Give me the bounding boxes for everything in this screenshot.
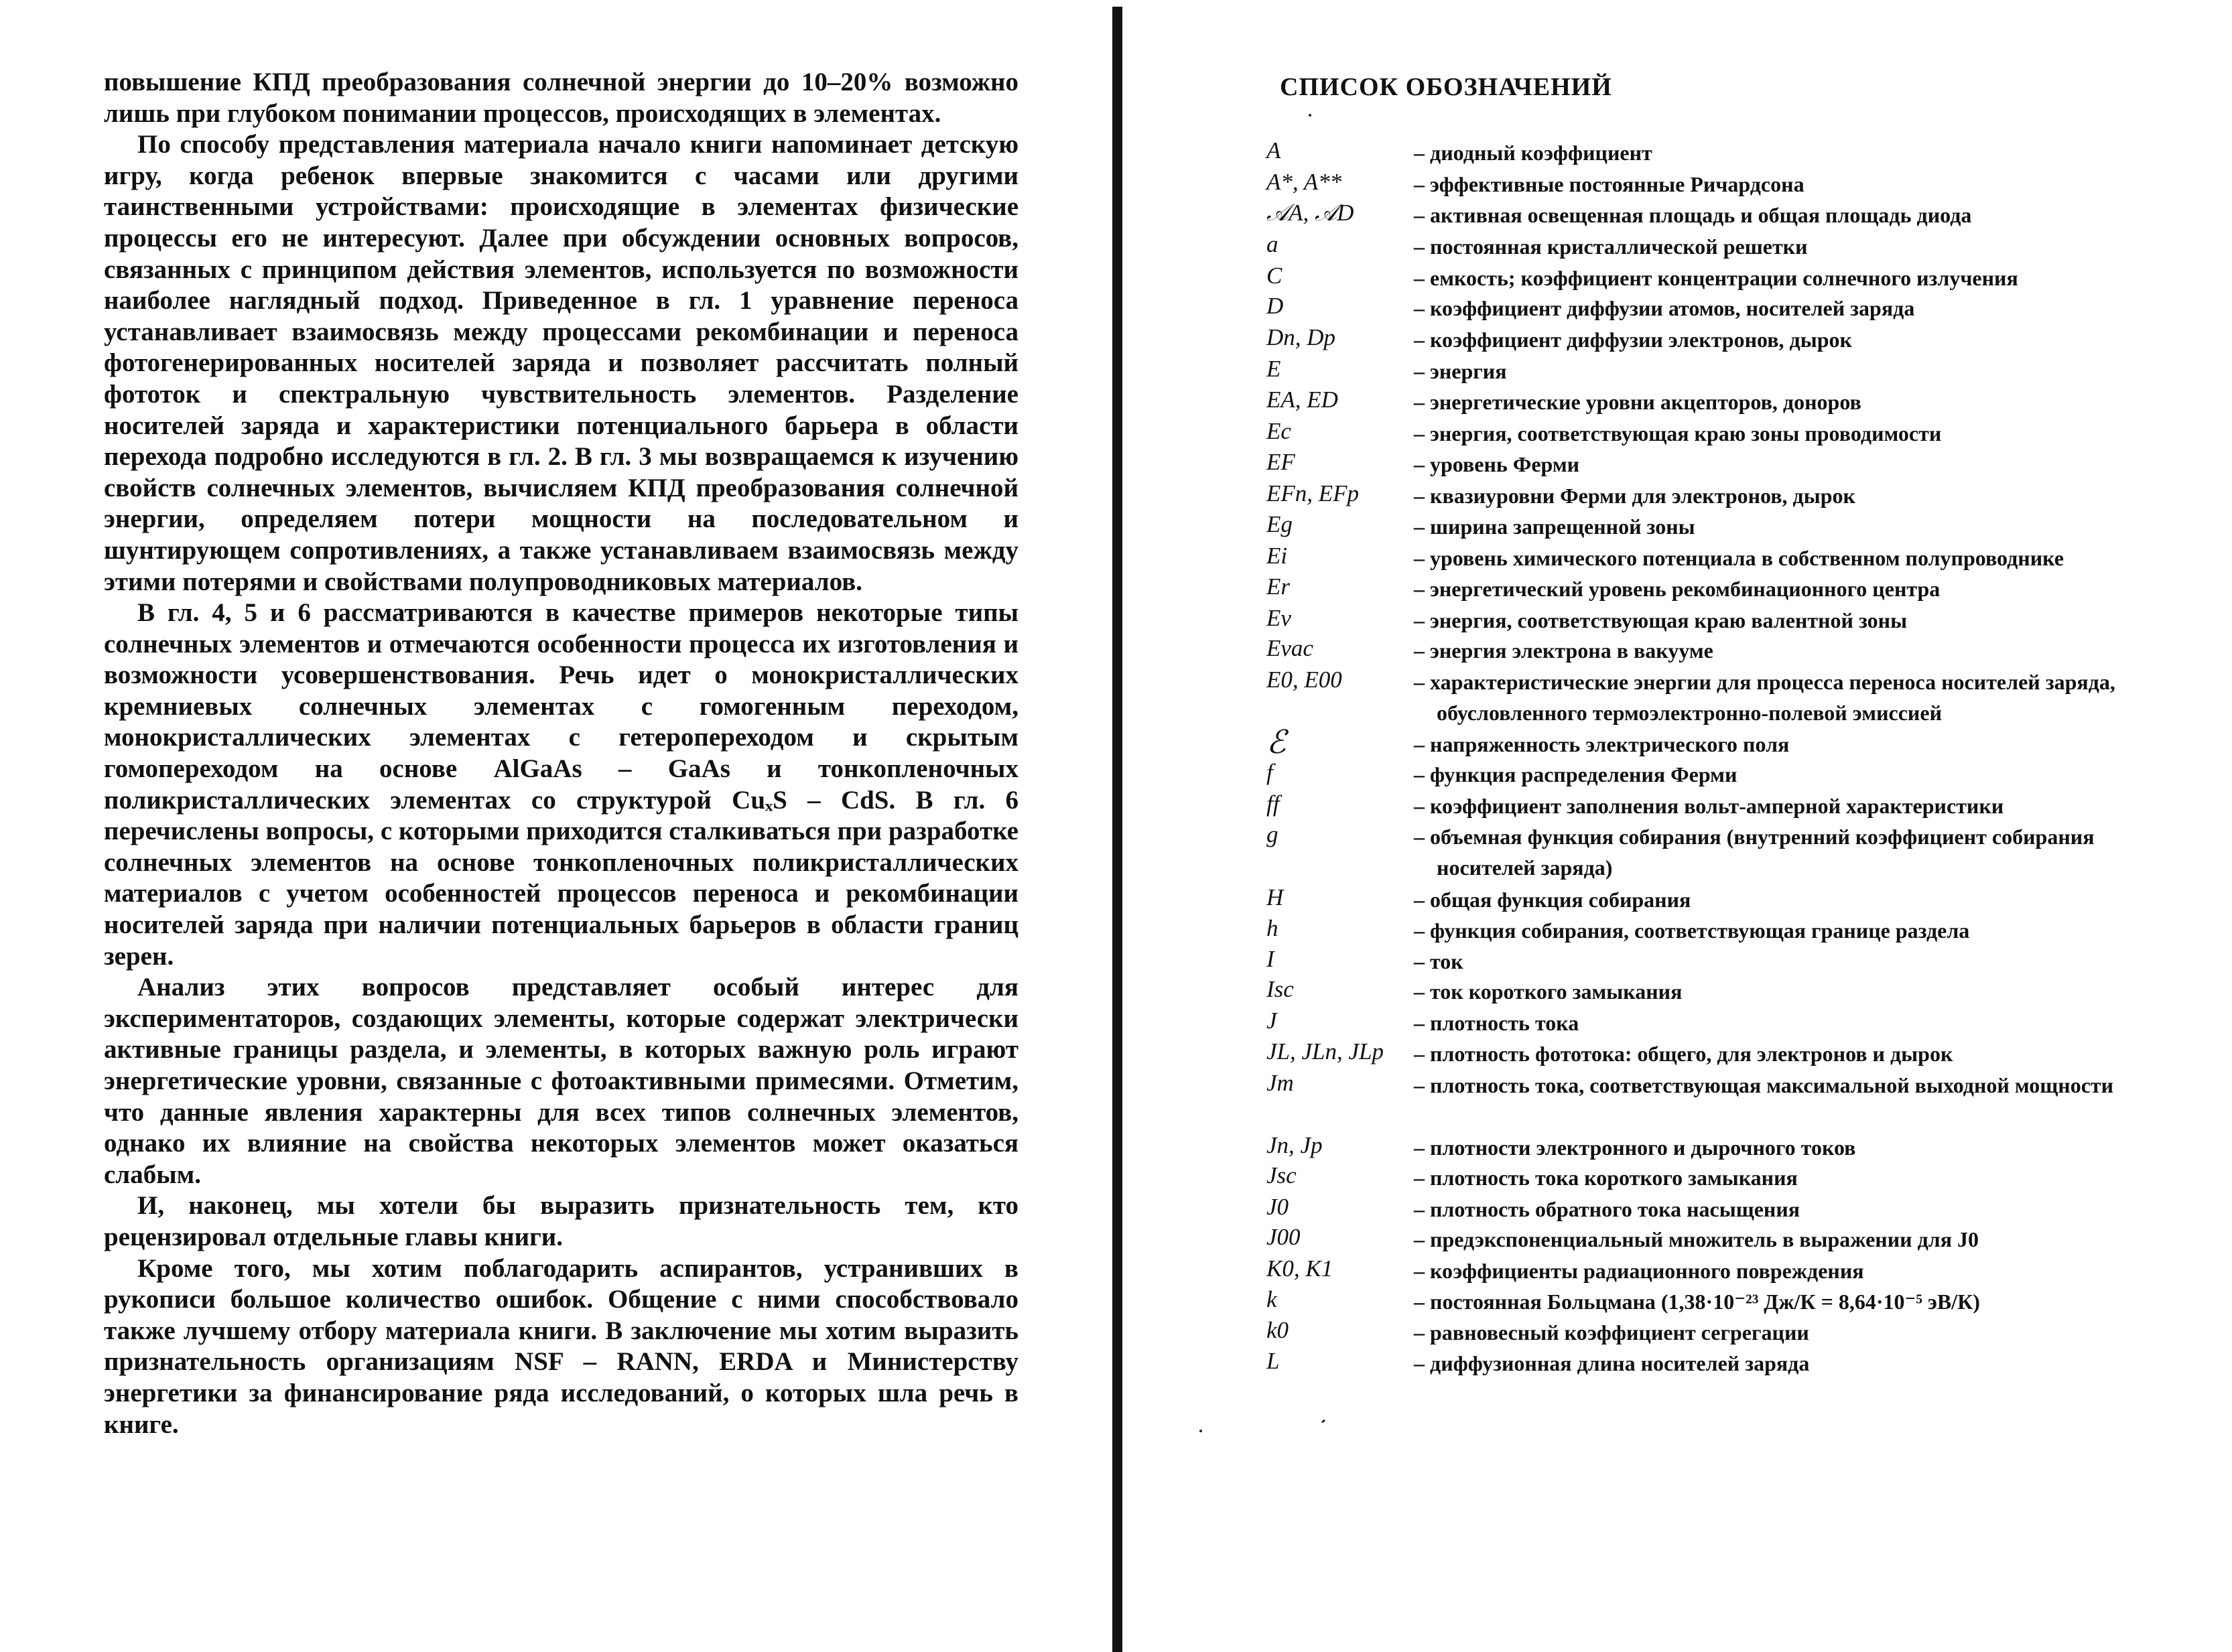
description-text: – энергетический уровень рекомбинационного центра <box>1414 577 1941 601</box>
paragraph-4: Анализ этих вопросов представляет особый интерес для экспериментаторов, создающих элементы, которые содержат электрически активные границы раздела, и элементы, в которых важную роль играют энергетические уровни, связанные с фотоактивными примесями. Отметим, что данные явления характерны для всех типов солнечных элементов, однако их влияние на свойства некоторых элементов может оказаться слабым. <box>104 973 1019 1189</box>
description-text: – активная освещенная площадь и общая площадь диода <box>1414 203 1972 227</box>
page-title: СПИСОК ОБОЗНАЧЕНИЙ <box>1280 73 1612 101</box>
symbol: J00 <box>1266 1224 1301 1250</box>
description-text: – коэффициент диффузии электронов, дырок <box>1414 328 1852 352</box>
symbol-description <box>1414 976 2218 1007</box>
symbol-description <box>1414 1348 2218 1379</box>
description-text: – коэффициент заполнения вольт-амперной характеристики <box>1414 794 2004 818</box>
symbol: I <box>1266 946 1274 972</box>
symbol: EFn, EFp <box>1266 480 1360 506</box>
description-text: – диффузионная длина носителей заряда <box>1414 1351 1810 1375</box>
description-text: – напряженность электрического поля <box>1414 732 1790 756</box>
symbol: Jm <box>1266 1070 1294 1096</box>
paragraph-6: Кроме того, мы хотим поблагодарить аспирантов, устранивших в рукописи большое количество ошибок. Общение с ними способствовало также лучшему отбору материала книги. В заключение мы хотим выразить признательность организациям NSF – RANN, ERDA и Министерству энергетики за финансирование ряда исследований, о которых шла речь в книге. <box>104 1253 1019 1439</box>
symbol-description <box>1414 480 2218 511</box>
description-text: – емкость; коэффициент концентрации солнечного излучения <box>1414 266 2018 290</box>
symbol-description <box>1414 946 2218 977</box>
symbol-description <box>1414 915 2218 946</box>
body-text <box>104 67 1019 1440</box>
symbol: E0, E00 <box>1266 667 1342 693</box>
symbol: EF <box>1266 449 1295 475</box>
paragraph-5: И, наконец, мы хотели бы выразить признательность тем, кто рецензировал отдельные главы книги. <box>104 1191 1019 1251</box>
description-text: – уровень Ферми <box>1414 452 1580 476</box>
description-text: – энергия, соответствующая краю валентной зоны <box>1414 608 1908 632</box>
description-text: – плотность тока <box>1414 1011 1579 1035</box>
symbol-description <box>1414 324 2218 355</box>
symbol-description <box>1414 635 2218 666</box>
symbol-description <box>1414 231 2218 262</box>
description-text: – ток короткого замыкания <box>1414 979 1683 1004</box>
left-page <box>0 0 1099 1652</box>
description-text: – функция собирания, соответствующая границе раздела <box>1414 918 1970 943</box>
description-text: – общая функция собирания <box>1414 888 1691 912</box>
description-text: – функция распределения Ферми <box>1414 762 1737 786</box>
symbol-description <box>1414 667 2218 728</box>
symbol-description <box>1414 137 2218 168</box>
symbol-description <box>1414 169 2218 200</box>
description-text: – ширина запрещенной зоны <box>1414 514 1695 539</box>
symbol: A <box>1266 137 1281 163</box>
symbol-description <box>1414 293 2218 324</box>
description-text: – плотности электронного и дырочного токов <box>1414 1135 1856 1160</box>
symbol-glossary <box>1132 0 2232 1652</box>
symbol: k0 <box>1266 1317 1289 1343</box>
symbol-description <box>1414 1224 2218 1255</box>
description-text: – коэффициенты радиационного повреждения <box>1414 1259 1864 1283</box>
right-page <box>1132 0 2232 1652</box>
symbol-description <box>1414 511 2218 542</box>
symbol: A*, A** <box>1266 169 1342 195</box>
description-text: – равновесный коэффициент сегрегации <box>1414 1320 1809 1345</box>
symbol-description <box>1414 387 2218 417</box>
symbol-description <box>1414 543 2218 573</box>
scan-speck <box>1199 1430 1202 1432</box>
description-continuation: обусловленного термоэлектронно-полевой эмиссией <box>1437 701 1942 725</box>
symbol: L <box>1266 1348 1280 1374</box>
symbol: J <box>1266 1008 1277 1034</box>
symbol-description <box>1414 1194 2218 1225</box>
symbol-description <box>1414 884 2218 915</box>
symbol: H <box>1266 884 1284 910</box>
symbol-description <box>1414 729 2218 760</box>
symbol: K0, K1 <box>1266 1255 1333 1282</box>
description-text: – эффективные постоянные Ричардсона <box>1414 172 1804 196</box>
symbol: Ec <box>1266 418 1291 444</box>
symbol-description <box>1414 1132 2218 1163</box>
symbol: ff <box>1266 790 1280 817</box>
symbol: Er <box>1266 573 1290 600</box>
description-text: – энергетические уровни акцепторов, доноров <box>1414 390 1861 414</box>
symbol: Evac <box>1266 635 1313 661</box>
symbol: g <box>1266 821 1278 847</box>
symbol-description <box>1414 1038 2218 1069</box>
book-spine-divider <box>1112 7 1122 1652</box>
symbol-description <box>1414 1070 2218 1101</box>
symbol-description <box>1414 573 2218 604</box>
symbol: f <box>1266 759 1273 785</box>
symbol-description <box>1414 1162 2218 1193</box>
symbol-description <box>1414 418 2218 449</box>
symbol: a <box>1266 231 1278 257</box>
symbol: Jn, Jp <box>1266 1132 1323 1158</box>
description-text: – диодный коэффициент <box>1414 141 1652 165</box>
symbol: C <box>1266 263 1283 289</box>
symbol: 𝒜A, 𝒜D <box>1266 200 1354 226</box>
description-text: – плотность тока короткого замыкания <box>1414 1166 1798 1190</box>
description-text: – энергия <box>1414 359 1507 383</box>
symbol-description <box>1414 1317 2218 1348</box>
description-continuation: носителей заряда) <box>1437 855 1613 880</box>
symbol: k <box>1266 1286 1277 1312</box>
symbol: Jsc <box>1266 1162 1297 1188</box>
description-text: – энергия электрона в вакууме <box>1414 638 1713 663</box>
symbol: Ev <box>1266 605 1291 631</box>
description-text: – энергия, соответствующая краю зоны проводимости <box>1414 421 1942 445</box>
description-text: – плотность фототока: общего, для электронов и дырок <box>1414 1042 1953 1066</box>
description-text: – характеристические энергии для процесса переноса носителей заряда, <box>1414 670 2115 694</box>
symbol-description <box>1414 1255 2218 1286</box>
paragraph-3: В гл. 4, 5 и 6 рассматриваются в качестве примеров некоторые типы солнечных элементов и отмечаются особенности процесса их изготовления и возможности усовершенствования. Речь идет о монокристаллических кремниевых солнечных элементах с гомогенным переходом, монокристаллических элементах с гетеропереходом и скрытым гомопереходом на основе AlGaAs – GaAs и тонкопленочных поликристаллических элементах со структурой CuₓS – CdS. В гл. 6 перечислены вопросы, с которыми приходится сталкиваться при разработке солнечных элементов на основе тонкопленочных поликристаллических материалов с учетом особенностей процессов переноса и рекомбинации носителей заряда при наличии потенциальных барьеров в области границ зерен. <box>104 598 1019 971</box>
scan-speck <box>1309 114 1311 117</box>
symbol-description <box>1414 356 2218 387</box>
symbol-description <box>1414 1286 2218 1317</box>
symbol: ℰ <box>1266 725 1287 760</box>
description-text: – постоянная Больцмана (1,38·10⁻²³ Дж/К = 8,64·10⁻⁵ эВ/К) <box>1414 1290 1980 1314</box>
description-text: – квазиуровни Ферми для электронов, дырок <box>1414 484 1855 508</box>
symbol-description <box>1414 200 2218 230</box>
symbol: E <box>1266 356 1281 382</box>
symbol-description <box>1414 449 2218 480</box>
paragraph-1: повышение КПД преобразования солнечной энергии до 10–20% возможно лишь при глубоком понимании процессов, происходящих в элементах. <box>104 68 1019 128</box>
symbol: J0 <box>1266 1194 1289 1220</box>
symbol-description <box>1414 1008 2218 1038</box>
symbol: D <box>1266 293 1284 319</box>
description-text: – коэффициент диффузии атомов, носителей заряда <box>1414 296 1915 320</box>
symbol: Dn, Dp <box>1266 324 1336 350</box>
description-text: – объемная функция собирания (внутренний коэффициент собирания <box>1414 825 2095 849</box>
symbol: Ei <box>1266 543 1288 569</box>
symbol: h <box>1266 915 1278 941</box>
description-text: – ток <box>1414 949 1463 973</box>
description-text: – постоянная кристаллической решетки <box>1414 234 1808 259</box>
description-text: – плотность тока, соответствующая максимальной выходной мощности <box>1414 1073 2114 1097</box>
symbol: JL, JLn, JLp <box>1266 1038 1384 1064</box>
symbol-description <box>1414 263 2218 293</box>
symbol-description <box>1414 605 2218 636</box>
description-text: – уровень химического потенциала в собственном полупроводнике <box>1414 546 2064 570</box>
description-text: – предэкспоненциальный множитель в выражении для J0 <box>1414 1227 1979 1251</box>
description-text: – плотность обратного тока насыщения <box>1414 1197 1800 1221</box>
symbol-description <box>1414 790 2218 821</box>
symbol: Eg <box>1266 511 1293 537</box>
symbol-description <box>1414 821 2218 883</box>
symbol: EA, ED <box>1266 387 1338 413</box>
symbol: Isc <box>1266 976 1294 1002</box>
paragraph-2: По способу представления материала начало книги напоминает детскую игру, когда ребенок впервые знакомится с часами или другими таинственными устройствами: происходящие в элементах физические процессы его не интересуют. Далее при обсуждении основных вопросов, связанных с принципом действия элементов, используется по возможности наиболее наглядный подход. Приведенное в гл. 1 уравнение переноса устанавливает взаимосвязь между процессами рекомбинации и переноса фотогенерированных носителей заряда и позволяет рассчитать полный фототок и спектральную чувствительность элементов. Разделение носителей заряда и характеристики потенциального барьера в области перехода подробно исследуются в гл. 2. В гл. 3 мы возвращаемся к изучению свойств солнечных элементов, вычисляем КПД преобразования солнечной энергии, определяем потери мощности на последовательном и шунтирующем сопротивлениях, а также устанавливаем взаимосвязь между этими потерями и свойствами полупроводниковых материалов. <box>104 130 1019 596</box>
symbol-description <box>1414 759 2218 790</box>
